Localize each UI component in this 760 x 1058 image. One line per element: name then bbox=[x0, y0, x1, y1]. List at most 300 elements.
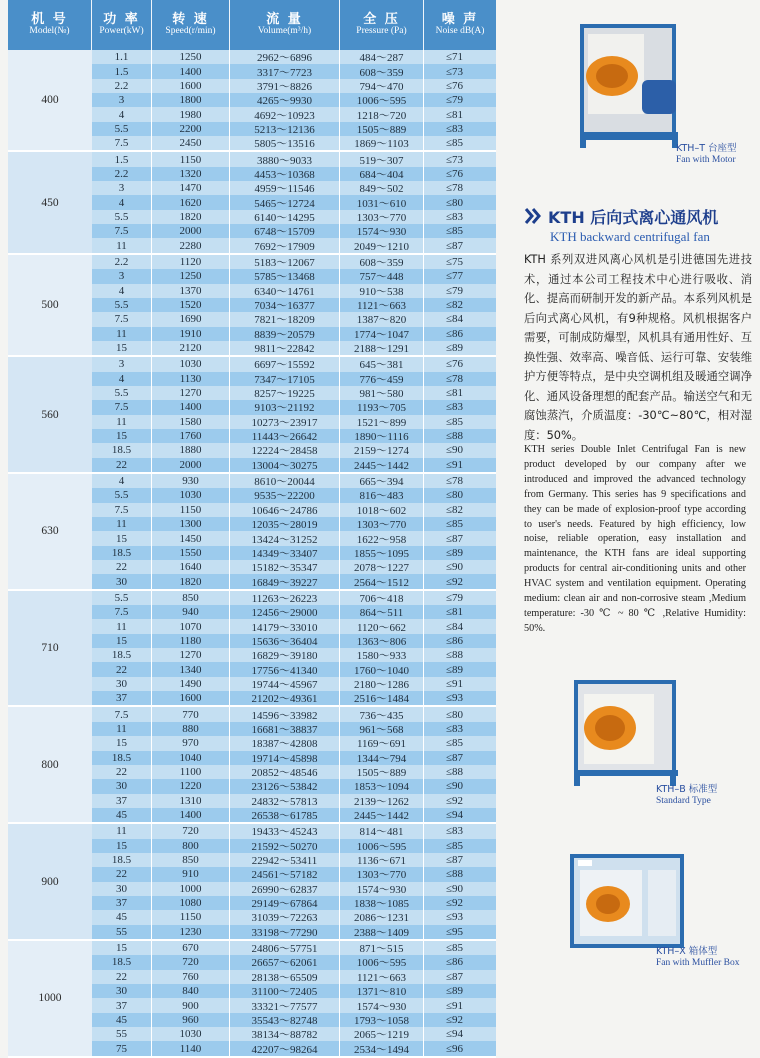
pressure-cell: 2188～1291 bbox=[340, 341, 424, 355]
table-row bbox=[92, 400, 496, 414]
header-volume: 流 量 Volume(m³/h) bbox=[230, 0, 340, 50]
power-cell: 11 bbox=[92, 327, 152, 341]
header-noise: 噪 声 Noise dB(A) bbox=[435, 12, 485, 36]
noise-cell: ≤85 bbox=[446, 839, 464, 852]
pressure-cell: 2139～1262 bbox=[340, 794, 424, 808]
fan-with-motor-image bbox=[576, 20, 684, 150]
power-cell: 37 bbox=[92, 998, 152, 1012]
table-row bbox=[92, 662, 496, 676]
speed-cell: 1620 bbox=[152, 195, 230, 209]
table-row bbox=[92, 93, 496, 107]
speed-cell: 1000 bbox=[152, 882, 230, 896]
noise-cell: ≤88 bbox=[446, 766, 464, 779]
noise-cell: ≤76 bbox=[446, 358, 464, 371]
table-row bbox=[92, 210, 496, 224]
noise-cell: ≤86 bbox=[446, 634, 464, 647]
power-cell: 18.5 bbox=[92, 751, 152, 765]
power-cell: 2.2 bbox=[92, 167, 152, 181]
noise-cell: ≤85 bbox=[446, 137, 464, 150]
volume-cell: 6140～14295 bbox=[230, 210, 340, 224]
volume-cell: 10646～24786 bbox=[230, 503, 340, 517]
volume-cell: 23126～53842 bbox=[230, 779, 340, 793]
pressure-cell: 1574～930 bbox=[340, 882, 424, 896]
power-cell: 11 bbox=[92, 619, 152, 633]
table-row bbox=[92, 736, 496, 750]
speed-cell: 1250 bbox=[152, 269, 230, 283]
table-row bbox=[92, 1013, 496, 1027]
title-chinese: KTH 后向式离心通风机 bbox=[548, 208, 719, 227]
power-cell: 22 bbox=[92, 662, 152, 676]
table-row bbox=[92, 357, 496, 371]
power-cell: 7.5 bbox=[92, 400, 152, 414]
noise-cell: ≤89 bbox=[446, 342, 464, 355]
pressure-cell: 816～483 bbox=[340, 488, 424, 502]
pressure-cell: 1344～794 bbox=[340, 751, 424, 765]
standard-fan-image bbox=[570, 676, 682, 788]
power-cell: 4 bbox=[92, 372, 152, 386]
volume-cell: 12035～28019 bbox=[230, 517, 340, 531]
power-cell: 5.5 bbox=[92, 122, 152, 136]
pressure-cell: 706～418 bbox=[340, 591, 424, 605]
volume-cell: 19714～45898 bbox=[230, 751, 340, 765]
model-group bbox=[8, 152, 496, 254]
pressure-cell: 1855～1095 bbox=[340, 546, 424, 560]
speed-cell: 1100 bbox=[152, 765, 230, 779]
speed-cell: 1180 bbox=[152, 634, 230, 648]
model-number: 630 bbox=[8, 474, 92, 589]
speed-cell: 2200 bbox=[152, 122, 230, 136]
pressure-cell: 519～307 bbox=[340, 152, 424, 166]
table-row bbox=[92, 386, 496, 400]
volume-cell: 2962～6896 bbox=[230, 50, 340, 64]
table-row bbox=[92, 1027, 496, 1041]
table-row bbox=[92, 255, 496, 269]
pressure-cell: 1371～810 bbox=[340, 984, 424, 998]
noise-cell: ≤92 bbox=[446, 1013, 464, 1026]
noise-cell: ≤82 bbox=[446, 299, 464, 312]
power-cell: 18.5 bbox=[92, 955, 152, 969]
volume-cell: 20852～48546 bbox=[230, 765, 340, 779]
pressure-cell: 2159～1274 bbox=[340, 443, 424, 457]
speed-cell: 1820 bbox=[152, 210, 230, 224]
power-cell: 22 bbox=[92, 970, 152, 984]
pressure-cell: 1793～1058 bbox=[340, 1013, 424, 1027]
table-row bbox=[92, 998, 496, 1012]
pressure-cell: 1136～671 bbox=[340, 853, 424, 867]
speed-cell: 1080 bbox=[152, 896, 230, 910]
power-cell: 3 bbox=[92, 93, 152, 107]
power-cell: 2.2 bbox=[92, 255, 152, 269]
model-group bbox=[8, 824, 496, 941]
noise-cell: ≤85 bbox=[446, 225, 464, 238]
noise-cell: ≤83 bbox=[446, 401, 464, 414]
power-cell: 7.5 bbox=[92, 312, 152, 326]
speed-cell: 930 bbox=[152, 474, 230, 488]
table-row bbox=[92, 327, 496, 341]
noise-cell: ≤82 bbox=[446, 503, 464, 516]
power-cell: 45 bbox=[92, 1013, 152, 1027]
speed-cell: 1580 bbox=[152, 415, 230, 429]
pressure-cell: 1120～662 bbox=[340, 619, 424, 633]
noise-cell: ≤78 bbox=[446, 182, 464, 195]
muffler-box-fan-image bbox=[568, 852, 688, 952]
noise-cell: ≤94 bbox=[446, 809, 464, 822]
noise-cell: ≤91 bbox=[446, 458, 464, 471]
volume-cell: 3317～7723 bbox=[230, 64, 340, 78]
volume-cell: 33198～77290 bbox=[230, 925, 340, 939]
table-row bbox=[92, 824, 496, 838]
table-row bbox=[92, 955, 496, 969]
volume-cell: 31039～72263 bbox=[230, 910, 340, 924]
speed-cell: 1820 bbox=[152, 574, 230, 588]
power-cell: 5.5 bbox=[92, 591, 152, 605]
noise-cell: ≤91 bbox=[446, 677, 464, 690]
speed-cell: 1040 bbox=[152, 751, 230, 765]
speed-cell: 900 bbox=[152, 998, 230, 1012]
table-row bbox=[92, 64, 496, 78]
volume-cell: 31100～72405 bbox=[230, 984, 340, 998]
noise-cell: ≤90 bbox=[446, 444, 464, 457]
table-row bbox=[92, 619, 496, 633]
speed-cell: 1490 bbox=[152, 677, 230, 691]
power-cell: 7.5 bbox=[92, 605, 152, 619]
pressure-cell: 1006～595 bbox=[340, 955, 424, 969]
header-model: 机 号 Model(№) bbox=[8, 0, 92, 50]
speed-cell: 1150 bbox=[152, 503, 230, 517]
volume-cell: 24832～57813 bbox=[230, 794, 340, 808]
volume-cell: 5785～13468 bbox=[230, 269, 340, 283]
speed-cell: 2280 bbox=[152, 238, 230, 252]
power-cell: 1.5 bbox=[92, 64, 152, 78]
volume-cell: 26657～62061 bbox=[230, 955, 340, 969]
power-cell: 22 bbox=[92, 867, 152, 881]
power-cell: 7.5 bbox=[92, 707, 152, 721]
noise-cell: ≤87 bbox=[446, 970, 464, 983]
noise-cell: ≤88 bbox=[446, 868, 464, 881]
table-row bbox=[92, 458, 496, 472]
volume-cell: 17756～41340 bbox=[230, 662, 340, 676]
volume-cell: 35543～82748 bbox=[230, 1013, 340, 1027]
noise-cell: ≤93 bbox=[446, 911, 464, 924]
volume-cell: 15636～36404 bbox=[230, 634, 340, 648]
noise-cell: ≤83 bbox=[446, 122, 464, 135]
power-cell: 37 bbox=[92, 691, 152, 705]
noise-cell: ≤89 bbox=[446, 985, 464, 998]
noise-cell: ≤92 bbox=[446, 897, 464, 910]
power-cell: 11 bbox=[92, 722, 152, 736]
pressure-cell: 1580～933 bbox=[340, 648, 424, 662]
table-row bbox=[92, 312, 496, 326]
model-number: 560 bbox=[8, 357, 92, 472]
power-cell: 4 bbox=[92, 107, 152, 121]
speed-cell: 1400 bbox=[152, 400, 230, 414]
pressure-cell: 1121～663 bbox=[340, 970, 424, 984]
power-cell: 22 bbox=[92, 765, 152, 779]
noise-cell: ≤90 bbox=[446, 882, 464, 895]
volume-cell: 18387～42808 bbox=[230, 736, 340, 750]
model-number: 900 bbox=[8, 824, 92, 939]
noise-cell: ≤79 bbox=[446, 591, 464, 604]
table-row bbox=[92, 779, 496, 793]
speed-cell: 970 bbox=[152, 736, 230, 750]
speed-cell: 1150 bbox=[152, 910, 230, 924]
power-cell: 1.1 bbox=[92, 50, 152, 64]
noise-cell: ≤86 bbox=[446, 956, 464, 969]
volume-cell: 13424～31252 bbox=[230, 531, 340, 545]
power-cell: 75 bbox=[92, 1041, 152, 1055]
pressure-cell: 2534～1494 bbox=[340, 1041, 424, 1055]
speed-cell: 840 bbox=[152, 984, 230, 998]
noise-cell: ≤81 bbox=[446, 108, 464, 121]
volume-cell: 6697～15592 bbox=[230, 357, 340, 371]
volume-cell: 21592～50270 bbox=[230, 839, 340, 853]
pressure-cell: 736～435 bbox=[340, 707, 424, 721]
power-cell: 1.5 bbox=[92, 152, 152, 166]
power-cell: 15 bbox=[92, 634, 152, 648]
pressure-cell: 2388～1409 bbox=[340, 925, 424, 939]
volume-cell: 8610～20044 bbox=[230, 474, 340, 488]
noise-cell: ≤94 bbox=[446, 1028, 464, 1041]
speed-cell: 1130 bbox=[152, 372, 230, 386]
speed-cell: 1690 bbox=[152, 312, 230, 326]
power-cell: 5.5 bbox=[92, 210, 152, 224]
table-row bbox=[92, 167, 496, 181]
power-cell: 4 bbox=[92, 284, 152, 298]
volume-cell: 5465～12724 bbox=[230, 195, 340, 209]
noise-cell: ≤78 bbox=[446, 475, 464, 488]
table-row bbox=[92, 503, 496, 517]
pressure-cell: 1574～930 bbox=[340, 998, 424, 1012]
volume-cell: 6340～14761 bbox=[230, 284, 340, 298]
speed-cell: 1270 bbox=[152, 386, 230, 400]
speed-cell: 1600 bbox=[152, 79, 230, 93]
speed-cell: 1450 bbox=[152, 531, 230, 545]
speed-cell: 1400 bbox=[152, 808, 230, 822]
noise-cell: ≤80 bbox=[446, 489, 464, 502]
table-row bbox=[92, 560, 496, 574]
volume-cell: 9535～22200 bbox=[230, 488, 340, 502]
volume-cell: 42207～98264 bbox=[230, 1041, 340, 1055]
noise-cell: ≤88 bbox=[446, 649, 464, 662]
power-cell: 15 bbox=[92, 341, 152, 355]
pressure-cell: 1303～770 bbox=[340, 210, 424, 224]
volume-cell: 28138～65509 bbox=[230, 970, 340, 984]
table-header bbox=[8, 0, 496, 50]
noise-cell: ≤96 bbox=[446, 1042, 464, 1055]
table-row bbox=[92, 910, 496, 924]
pressure-cell: 684～404 bbox=[340, 167, 424, 181]
header-pressure: 全 压 Pressure (Pa) bbox=[340, 0, 424, 50]
table-row bbox=[92, 122, 496, 136]
table-row bbox=[92, 691, 496, 705]
table-row bbox=[92, 839, 496, 853]
volume-cell: 16849～39227 bbox=[230, 574, 340, 588]
speed-cell: 670 bbox=[152, 941, 230, 955]
speed-cell: 1070 bbox=[152, 619, 230, 633]
pressure-cell: 1521～899 bbox=[340, 415, 424, 429]
volume-cell: 10273～23917 bbox=[230, 415, 340, 429]
model-number: 400 bbox=[8, 50, 92, 150]
table-row bbox=[92, 531, 496, 545]
speed-cell: 880 bbox=[152, 722, 230, 736]
noise-cell: ≤76 bbox=[446, 79, 464, 92]
volume-cell: 12456～29000 bbox=[230, 605, 340, 619]
pressure-cell: 2086～1231 bbox=[340, 910, 424, 924]
table-row bbox=[92, 794, 496, 808]
model-group bbox=[8, 707, 496, 824]
volume-cell: 12224～28458 bbox=[230, 443, 340, 457]
power-cell: 18.5 bbox=[92, 443, 152, 457]
pressure-cell: 2445～1442 bbox=[340, 458, 424, 472]
table-row bbox=[92, 853, 496, 867]
table-row bbox=[92, 224, 496, 238]
pressure-cell: 2564～1512 bbox=[340, 574, 424, 588]
noise-cell: ≤84 bbox=[446, 620, 464, 633]
power-cell: 4 bbox=[92, 474, 152, 488]
power-cell: 5.5 bbox=[92, 298, 152, 312]
table-row bbox=[92, 634, 496, 648]
speed-cell: 1030 bbox=[152, 488, 230, 502]
pressure-cell: 1218～720 bbox=[340, 107, 424, 121]
pressure-cell: 849～502 bbox=[340, 181, 424, 195]
noise-cell: ≤81 bbox=[446, 387, 464, 400]
pressure-cell: 608～359 bbox=[340, 255, 424, 269]
volume-cell: 7034～16377 bbox=[230, 298, 340, 312]
model-number: 710 bbox=[8, 591, 92, 706]
speed-cell: 1470 bbox=[152, 181, 230, 195]
volume-cell: 7821～18209 bbox=[230, 312, 340, 326]
pressure-cell: 910～538 bbox=[340, 284, 424, 298]
power-cell: 4 bbox=[92, 195, 152, 209]
power-cell: 30 bbox=[92, 677, 152, 691]
model-number: 1000 bbox=[8, 941, 92, 1056]
standard-fan-caption: KTH–B 标准型 Standard Type bbox=[656, 784, 718, 806]
power-cell: 7.5 bbox=[92, 503, 152, 517]
volume-cell: 7692～17909 bbox=[230, 238, 340, 252]
power-cell: 5.5 bbox=[92, 488, 152, 502]
volume-cell: 14349～33407 bbox=[230, 546, 340, 560]
table-row bbox=[92, 429, 496, 443]
spec-table-body bbox=[8, 50, 496, 1058]
header-speed: 转 速 Speed(r/min) bbox=[152, 0, 230, 50]
noise-cell: ≤83 bbox=[446, 210, 464, 223]
power-cell: 2.2 bbox=[92, 79, 152, 93]
speed-cell: 1550 bbox=[152, 546, 230, 560]
noise-cell: ≤71 bbox=[446, 51, 464, 64]
pressure-cell: 2445～1442 bbox=[340, 808, 424, 822]
volume-cell: 19744～45967 bbox=[230, 677, 340, 691]
model-group bbox=[8, 255, 496, 357]
table-row bbox=[92, 1041, 496, 1055]
volume-cell: 6748～15709 bbox=[230, 224, 340, 238]
pressure-cell: 1760～1040 bbox=[340, 662, 424, 676]
noise-cell: ≤91 bbox=[446, 999, 464, 1012]
pressure-cell: 1121～663 bbox=[340, 298, 424, 312]
speed-cell: 1800 bbox=[152, 93, 230, 107]
speed-cell: 2000 bbox=[152, 224, 230, 238]
noise-cell: ≤85 bbox=[446, 942, 464, 955]
pressure-cell: 1869～1103 bbox=[340, 136, 424, 150]
table-row bbox=[92, 50, 496, 64]
power-cell: 3 bbox=[92, 357, 152, 371]
volume-cell: 4453～10368 bbox=[230, 167, 340, 181]
volume-cell: 5805～13516 bbox=[230, 136, 340, 150]
pressure-cell: 1853～1094 bbox=[340, 779, 424, 793]
volume-cell: 38134～88782 bbox=[230, 1027, 340, 1041]
table-row bbox=[92, 488, 496, 502]
speed-cell: 1220 bbox=[152, 779, 230, 793]
speed-cell: 1250 bbox=[152, 50, 230, 64]
noise-cell: ≤73 bbox=[446, 65, 464, 78]
model-group bbox=[8, 941, 496, 1058]
table-row bbox=[92, 517, 496, 531]
volume-cell: 33321～77577 bbox=[230, 998, 340, 1012]
table-row bbox=[92, 941, 496, 955]
header-power: 功 率 Power(kW) bbox=[92, 0, 152, 50]
table-row bbox=[92, 238, 496, 252]
table-row bbox=[92, 152, 496, 166]
pressure-cell: 1363～806 bbox=[340, 634, 424, 648]
power-cell: 15 bbox=[92, 531, 152, 545]
power-cell: 30 bbox=[92, 574, 152, 588]
model-group bbox=[8, 357, 496, 474]
speed-cell: 720 bbox=[152, 824, 230, 838]
pressure-cell: 1193～705 bbox=[340, 400, 424, 414]
volume-cell: 13004～30275 bbox=[230, 458, 340, 472]
power-cell: 55 bbox=[92, 1027, 152, 1041]
speed-cell: 2450 bbox=[152, 136, 230, 150]
power-cell: 22 bbox=[92, 458, 152, 472]
model-group bbox=[8, 50, 496, 152]
pressure-cell: 2516～1484 bbox=[340, 691, 424, 705]
speed-cell: 1340 bbox=[152, 662, 230, 676]
noise-cell: ≤81 bbox=[446, 606, 464, 619]
description-english: KTH series Double Inlet Centrifugal Fan is new product developed by our company after we introduced and improved the advanced technology from Germany. This series has 9 specifications and they can be made of explosion-proof type according to user's needs. Featured by high efficiency, low noise, reliable operation, easy installation and maintenance, the KTH fans are ideal supporting products for central air-conditioning units and other HVAC system and ventilation equipment. Operating medium: clean air and non-corrosive steam ,Medium temperature: -30 ℃ ~ 80 ℃ ,Relative Humidity: 50%. bbox=[524, 444, 746, 634]
pressure-cell: 2049～1210 bbox=[340, 238, 424, 252]
noise-cell: ≤83 bbox=[446, 825, 464, 838]
table-row bbox=[92, 970, 496, 984]
noise-cell: ≤76 bbox=[446, 167, 464, 180]
table-row bbox=[92, 591, 496, 605]
speed-cell: 1030 bbox=[152, 357, 230, 371]
pressure-cell: 608～359 bbox=[340, 64, 424, 78]
fan-with-motor-caption: KTH–T 台座型 Fan with Motor bbox=[676, 143, 737, 165]
power-cell: 15 bbox=[92, 941, 152, 955]
speed-cell: 1640 bbox=[152, 560, 230, 574]
volume-cell: 4692～10923 bbox=[230, 107, 340, 121]
volume-cell: 24561～57182 bbox=[230, 867, 340, 881]
table-row bbox=[92, 648, 496, 662]
speed-cell: 1230 bbox=[152, 925, 230, 939]
noise-cell: ≤87 bbox=[446, 751, 464, 764]
volume-cell: 3880～9033 bbox=[230, 152, 340, 166]
volume-cell: 11443～26642 bbox=[230, 429, 340, 443]
noise-cell: ≤90 bbox=[446, 780, 464, 793]
power-cell: 11 bbox=[92, 824, 152, 838]
power-cell: 11 bbox=[92, 517, 152, 531]
power-cell: 45 bbox=[92, 910, 152, 924]
noise-cell: ≤88 bbox=[446, 430, 464, 443]
noise-cell: ≤84 bbox=[446, 313, 464, 326]
speed-cell: 800 bbox=[152, 839, 230, 853]
pressure-cell: 1303～770 bbox=[340, 867, 424, 881]
power-cell: 11 bbox=[92, 415, 152, 429]
power-cell: 30 bbox=[92, 779, 152, 793]
noise-cell: ≤93 bbox=[446, 692, 464, 705]
noise-cell: ≤85 bbox=[446, 737, 464, 750]
table-row bbox=[92, 722, 496, 736]
noise-cell: ≤92 bbox=[446, 794, 464, 807]
